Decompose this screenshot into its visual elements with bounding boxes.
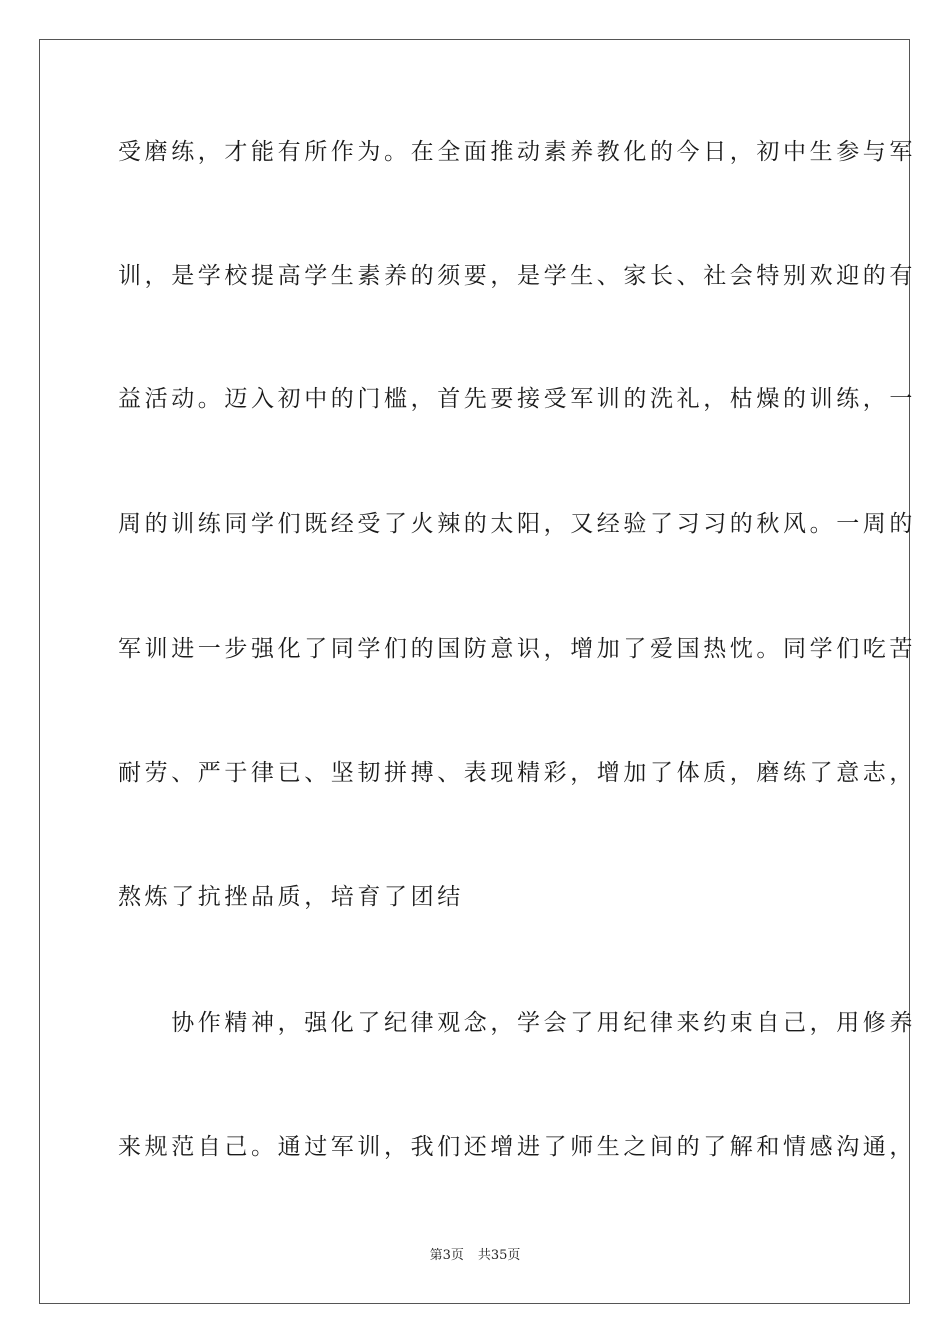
text-line: 耐劳、严于律已、坚韧拼搏、表现精彩，增加了体质，磨练了意志，	[118, 760, 916, 786]
text-line: 熬炼了抗挫品质，培育了团结	[118, 884, 464, 910]
text-line: 训，是学校提高学生素养的须要，是学生、家长、社会特别欢迎的有	[118, 263, 916, 289]
text-line: 周的训练同学们既经受了火辣的太阳，又经验了习习的秋风。一周的	[118, 511, 916, 537]
text-line: 军训进一步强化了同学们的国防意识，增加了爱国热忱。同学们吃苦	[118, 636, 916, 662]
page-border	[39, 39, 910, 1304]
text-line: 受磨练，才能有所作为。在全面推动素养教化的今日，初中生参与军	[118, 139, 916, 165]
text-line: 来规范自己。通过军训，我们还增进了师生之间的了解和情感沟通，	[118, 1134, 916, 1160]
page-footer	[0, 1247, 950, 1265]
text-line: 益活动。迈入初中的门槛，首先要接受军训的洗礼，枯燥的训练，一	[118, 386, 916, 412]
text-line: 协作精神，强化了纪律观念，学会了用纪律来约束自己，用修养	[118, 1010, 916, 1036]
page-number: 第3页	[429, 1248, 464, 1263]
page-total: 共35页	[477, 1248, 521, 1263]
